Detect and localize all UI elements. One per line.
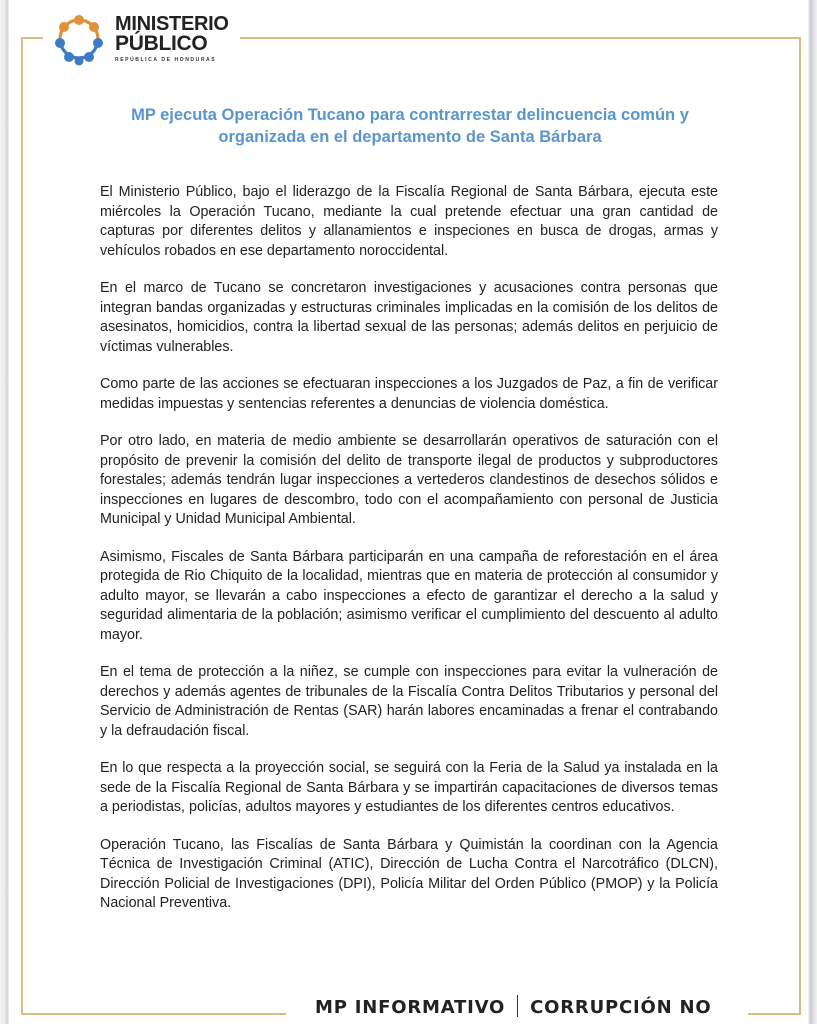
frame-line-right [799, 37, 801, 1015]
paragraph: Operación Tucano, las Fiscalías de Santa Bárbara y Quimistán la coordinan con la Agencia Técnica de Investigación Criminal (ATIC), Dirección de Lucha Contra el Narcotráfico (DLCN), Dirección Policial de Investigaciones (DPI), Policía Militar del Orden Público (PMOP) y la Policía Nacional Preventiva. [100, 836, 718, 911]
article-body [100, 183, 718, 932]
logo-text-line2: PÚBLICO [115, 32, 208, 55]
footer-tagline [315, 995, 712, 1018]
article-title: MP ejecuta Operación Tucano para contrarrestar delincuencia común y organizada en el departamento de Santa Bárbara [131, 106, 689, 146]
ministerio-publico-logo [52, 10, 242, 70]
page-edge-right [808, 0, 817, 1024]
paragraph: Por otro lado, en materia de medio ambiente se desarrollarán operativos de saturación con el propósito de prevenir la comisión del delito de transporte ilegal de productos y subproductores forestales; además tendrán lugar inspecciones a vertederos clandestinos de desechos sólidos e inspecciones en lugares de descombro, todo con el acompañamiento con personal de Justicia Municipal y Unidad Municipal Ambiental. [100, 433, 718, 527]
paragraph: Como parte de las acciones se efectuaran inspecciones a los Juzgados de Paz, a fin de verificar medidas impuestas y sentencias referentes a denuncias de violencia doméstica. [100, 376, 718, 412]
footer-divider [517, 995, 518, 1017]
page-edge-left [0, 0, 9, 1024]
frame-line-top-right [240, 37, 801, 39]
frame-line-left [21, 37, 23, 1015]
paragraph: En el tema de protección a la niñez, se cumple con inspecciones para evitar la vulneración de derechos y además agentes de tribunales de la Fiscalía Contra Delitos Tributarios y personal del Servicio de Administración de Rentas (SAR) harán labores encaminadas a frenar el contrabando y la defraudación fiscal. [100, 664, 718, 739]
frame-line-bottom-left [21, 1013, 286, 1015]
footer-left-text: MP INFORMATIVO [315, 997, 506, 1018]
logo-text-line1: MINISTERIO [115, 13, 229, 35]
paragraph: En el marco de Tucano se concretaron investigaciones y acusaciones contra personas que integran bandas organizadas y estructuras criminales implicadas en la comisión de los delitos de asesinatos, homicidios, contra la libertad sexual de las personas; además delitos en perjuicio de víctimas vulnerables. [100, 280, 718, 355]
paragraph: El Ministerio Público, bajo el liderazgo de la Fiscalía Regional de Santa Bárbara, ejecuta este miércoles la Operación Tucano, mediante la cual pretende efectuar una gran cantidad de capturas por diferentes delitos y allanamientos e inspeciones en busca de drogas, armas y vehículos robados en ese departamento noroccidental. [100, 184, 718, 259]
people-circle-logo-icon [52, 12, 106, 66]
footer-right-text: CORRUPCIÓN NO [530, 997, 712, 1018]
frame-line-top-left [22, 37, 43, 39]
frame-line-bottom-right [748, 1013, 801, 1015]
paragraph: Asimismo, Fiscales de Santa Bárbara participarán en una campaña de reforestación en el área protegida de Rio Chiquito de la localidad, mientras que en materia de protección al consumidor y adulto mayor, se llevarán a cabo inspecciones a efecto de garantizar el derecho a la salud y seguridad alimentaria de la población; asimismo verificar el cumplimiento del descuento al adulto mayor. [100, 548, 718, 643]
paragraph: En lo que respecta a la proyección social, se seguirá con la Feria de la Salud ya instalada en la sede de la Fiscalía Regional de Santa Bárbara y se impartirán capacitaciones de diversos temas a periodistas, policías, adultos mayores y estudiantes de los diferentes centros educativos. [100, 760, 718, 815]
logo-subtitle: REPÚBLICA DE HONDURAS [115, 57, 217, 63]
